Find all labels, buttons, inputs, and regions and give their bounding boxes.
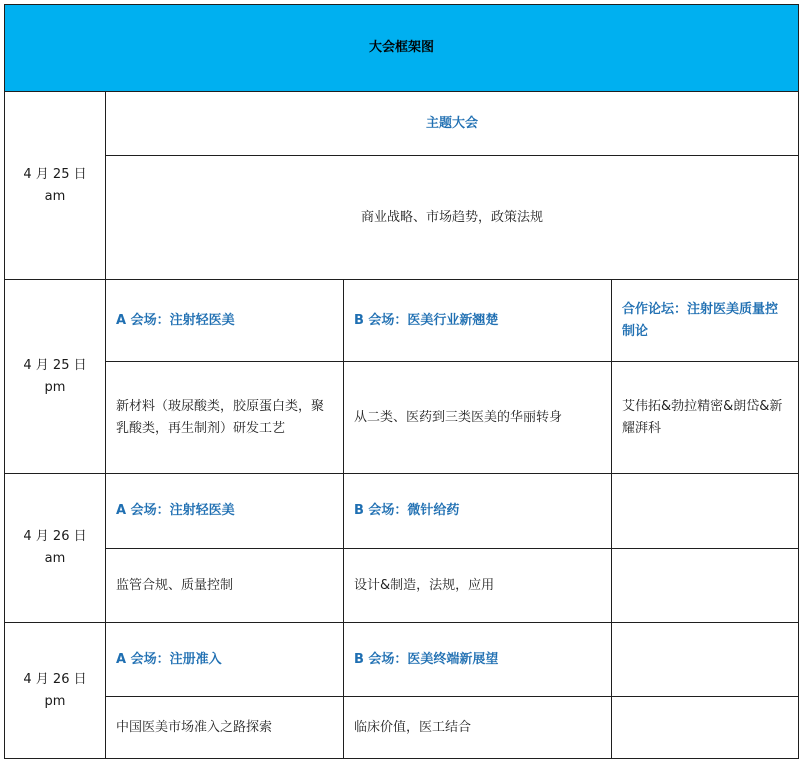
plenary-session-title: 主题大会 — [106, 92, 799, 156]
session-title-a: A 会场：注射轻医美 — [106, 280, 344, 362]
empty-cell — [612, 549, 799, 623]
session-title-forum: 合作论坛：注射医美质量控制论 — [612, 280, 799, 362]
session-title-b: B 会场：医美终端新展望 — [344, 623, 612, 697]
date-cell — [5, 623, 106, 759]
session-topic-a: 监管合规、质量控制 — [106, 549, 344, 623]
period-label: am — [44, 551, 66, 566]
session-topic-forum: 艾伟拓&勃拉精密&朗岱&新耀湃科 — [612, 362, 799, 474]
empty-cell — [612, 697, 799, 759]
session-topic-b: 设计&制造，法规，应用 — [344, 549, 612, 623]
session-topic-a: 新材料（玻尿酸类，胶原蛋白类，聚乳酸类，再生制剂）研发工艺 — [106, 362, 344, 474]
plenary-topic: 商业战略、市场趋势，政策法规 — [106, 156, 799, 280]
table-title: 大会框架图 — [5, 5, 799, 92]
period-label: pm — [44, 379, 66, 395]
empty-cell — [612, 474, 799, 549]
period-label: pm — [44, 693, 66, 709]
session-topic-b: 临床价值，医工结合 — [344, 697, 612, 759]
date-label: 4 月 26 日 — [23, 671, 87, 687]
conference-framework-table — [4, 4, 799, 759]
empty-cell — [612, 623, 799, 697]
date-cell — [5, 92, 106, 280]
session-title-b: B 会场：微针给药 — [344, 474, 612, 549]
date-label: 4 月 26 日 — [23, 529, 87, 544]
period-label: am — [44, 188, 66, 204]
date-label: 4 月 25 日 — [23, 166, 87, 182]
session-title-a: A 会场：注册准入 — [106, 623, 344, 697]
session-topic-a: 中国医美市场准入之路探索 — [106, 697, 344, 759]
session-topic-b: 从二类、医药到三类医美的华丽转身 — [344, 362, 612, 474]
date-label: 4 月 25 日 — [23, 357, 87, 373]
session-title-a: A 会场：注射轻医美 — [106, 474, 344, 549]
date-cell — [5, 280, 106, 474]
date-cell — [5, 474, 106, 623]
session-title-b: B 会场：医美行业新翘楚 — [344, 280, 612, 362]
